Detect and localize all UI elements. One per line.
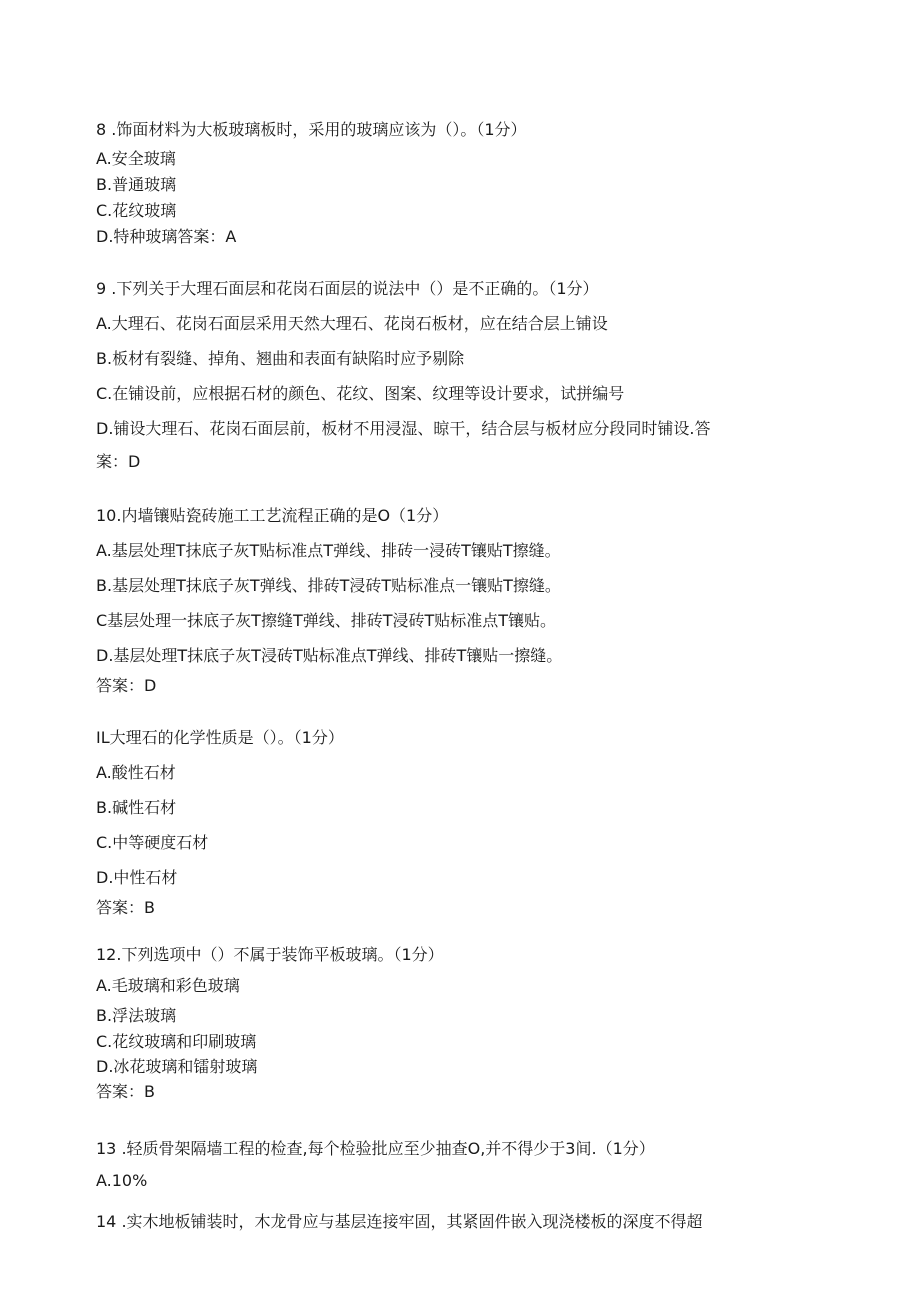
question-8-stem: 8 .饰面材料为大板玻璃板时，采用的玻璃应该为（）。（1分） xyxy=(96,120,527,139)
question-13-option-a: A.10% xyxy=(96,1171,148,1190)
question-10-option-c: C基层处理一抹底子灰T擦缝T弹线、排砖T浸砖T贴标准点T镶贴。 xyxy=(96,611,557,630)
question-10-option-d: D.基层处理T抹底子灰T浸砖T贴标准点T弹线、排砖T镶贴一擦缝。 xyxy=(96,646,563,665)
question-12-option-c: C.花纹玻璃和印刷玻璃 xyxy=(96,1032,257,1051)
question-11-option-a: A.酸性石材 xyxy=(96,763,176,782)
question-13-stem: 13 .轻质骨架隔墙工程的检查,每个检验批应至少抽查O,并不得少于3间.（1分） xyxy=(96,1139,655,1158)
question-12-answer: 答案：B xyxy=(96,1082,155,1101)
question-10-answer: 答案：D xyxy=(96,676,157,695)
question-10-option-b: B.基层处理T抹底子灰T弹线、排砖T浸砖T贴标准点一镶贴T擦缝。 xyxy=(96,576,561,595)
question-12-option-b: B.浮法玻璃 xyxy=(96,1006,177,1025)
question-9-option-c: C.在铺设前，应根据石材的颜色、花纹、图案、纹理等设计要求，试拼编号 xyxy=(96,384,625,403)
question-9-answer: 案：D xyxy=(96,452,141,471)
question-8-option-c: C.花纹玻璃 xyxy=(96,201,177,220)
question-9-stem: 9 .下列关于大理石面层和花岗石面层的说法中（）是不正确的。（1分） xyxy=(96,279,599,298)
question-12-option-a: A.毛玻璃和彩色玻璃 xyxy=(96,976,240,995)
question-8-option-d-answer: D.特种玻璃答案：A xyxy=(96,227,237,246)
question-10-option-a: A.基层处理T抹底子灰T贴标准点T弹线、排砖一浸砖T镶贴T擦缝。 xyxy=(96,541,561,560)
question-11-option-b: B.碱性石材 xyxy=(96,798,177,817)
question-12-stem: 12.下列选项中（）不属于装饰平板玻璃。（1分） xyxy=(96,945,444,964)
question-9-option-a: A.大理石、花岗石面层采用天然大理石、花岗石板材，应在结合层上铺设 xyxy=(96,314,608,333)
question-9-option-d: D.铺设大理石、花岗石面层前，板材不用浸湿、晾干，结合层与板材应分段同时铺设.答 xyxy=(96,419,711,438)
question-8-option-b: B.普通玻璃 xyxy=(96,175,177,194)
question-11-answer: 答案：B xyxy=(96,898,155,917)
question-8-option-a: A.安全玻璃 xyxy=(96,149,176,168)
question-14-stem: 14 .实木地板铺装时，木龙骨应与基层连接牢固，其紧固件嵌入现浇楼板的深度不得超 xyxy=(96,1212,703,1231)
question-11-stem: IL大理石的化学性质是（）。（1分） xyxy=(96,728,344,747)
question-11-option-d: D.中性石材 xyxy=(96,868,178,887)
question-10-stem: 10.内墙镶贴瓷砖施工工艺流程正确的是O（1分） xyxy=(96,506,449,525)
question-12-option-d: D.冰花玻璃和镭射玻璃 xyxy=(96,1057,258,1076)
question-9-option-b: B.板材有裂缝、掉角、翘曲和表面有缺陷时应予剔除 xyxy=(96,349,465,368)
question-11-option-c: C.中等硬度石材 xyxy=(96,833,209,852)
